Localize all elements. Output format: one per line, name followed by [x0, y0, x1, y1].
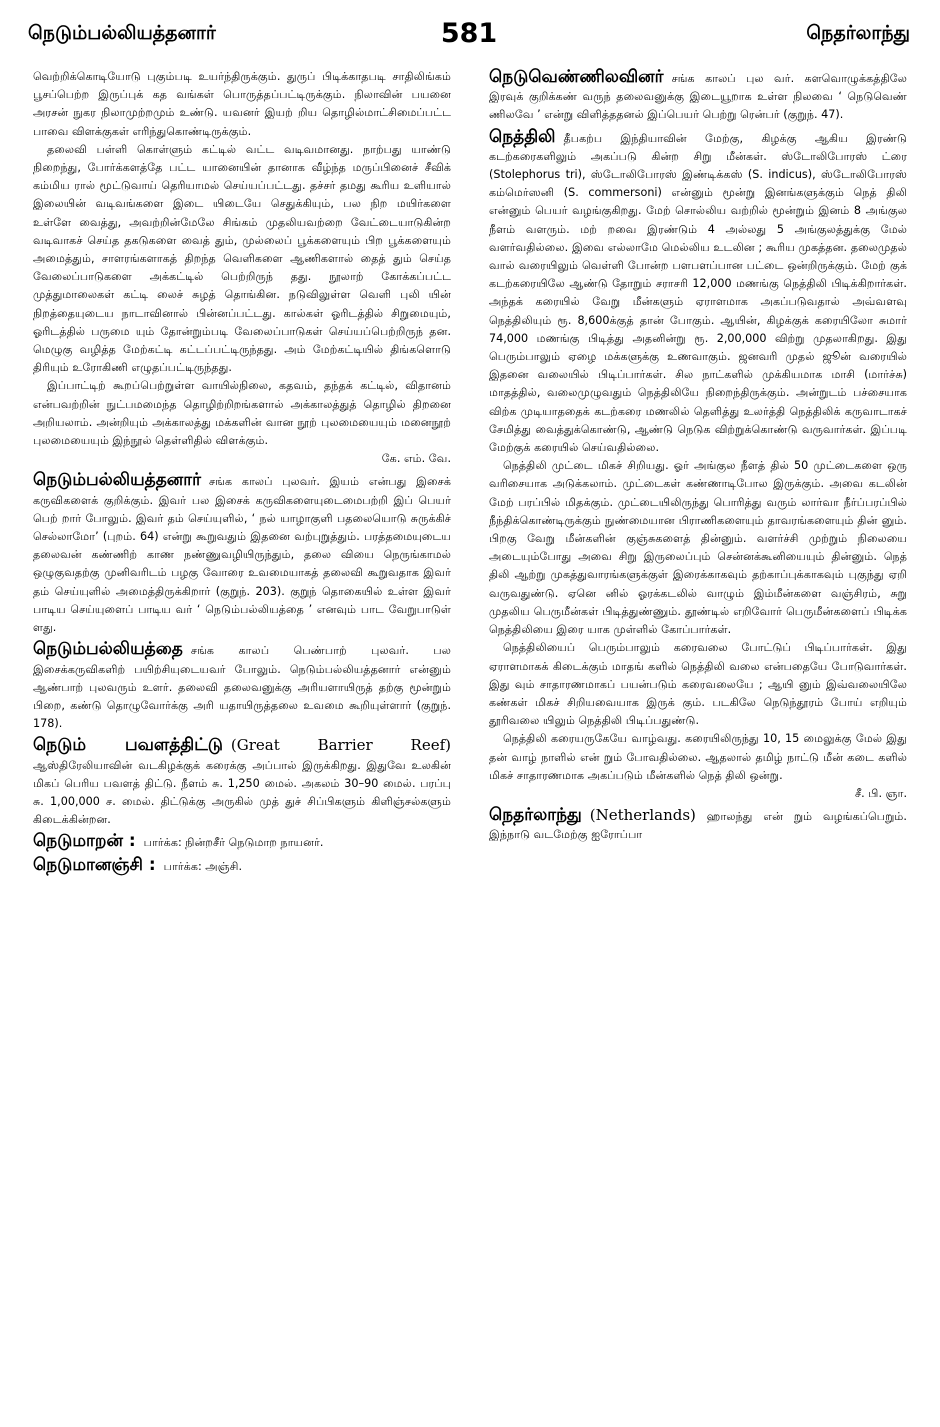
entry-text: சங்க காலப் புலவர். இயம் என்பது இசைக் கருவிகளைக் குறிக்கும். இவர் பல இசைக் கருவிகளையுடைமைபற்றி இப் பெயர் பெற் றார் போலும். இவர் தம் செய்யுளில், ‘ நல் யாழாகுளி பதலையொடு சுருக்கிச் செல்லாமோ’ (புறம். 64) என்று கூறுவதும் இதனை வற்புறுத்தும். பரத்தமையுடைய தலைவன் கண்ணிற் காண நண்ணுவழியிருந்தும், தலை வியை நெருங்காமல் ஒழுகுவதற்கு முனிவரிடம் பழகு வோரை உவமையாகத் தலைவி கூறுவதாக இவர் தம் செய்யுளில் அமைத்திருக்கிறார் (குறுந். 203). குறுந் தொகையில் உள்ள இவர் பாடிய செய்யுளைப் பாடிய வர் ‘ நெடும்பல்லியத்தை ’ எனவும் பாட வேறுபாடுள் ளது.: [33, 475, 451, 635]
entry-headword: நெத்திலி: [489, 126, 556, 147]
paragraph: தலைவி பள்ளி கொள்ளும் கட்டில் வட்ட வடிவமானது. நாற்பது யாண்டு நிறைந்து, போர்க்களத்தே பட்ட யானையின் தானாக வீழ்ந்த மருப்பினைச் சீவிக் கம்மிய ரால் மூட்டுவாய் தெரியாமல் செய்யப்பட்டது. தச்சர் தமது கூரிய உளியால் இலையின் வடிவங்களை இடை யிடையே செதுக்கியும், பல நிற மயிர்களை உள்ளே வைத்து, அவற்றின்மேலே சிங்கம் முதலியவற்றை வேட்டையாடுகின்ற வடிவாகச் செய்த தகடுகளை வைத் தும், முல்லைப் பூக்களையும் பிற பூக்களையும் அமைத்தும், சாளரங்களாகத் திறந்த வெளிகளை ஆணிகளால் தைத் தும் செய்த வேலைப்பாடுகளை அக்கட்டில் பெற்றிருந் தது. நூலாற் கோக்கப்பட்ட முத்துமாலைகள் கட்டி லைச் சுழத் தொங்கின. நடுவிலுள்ள வெளி புலி யின் நிறத்தையுடைய நாடாவினால் பின்னப்பட்டது. கால்கள் ஓரிடத்தில் சிறுமையும், ஓரிடத்தில் பருமை யும் தோன்றும்படி வேலைப்பாடுகள் செய்யப்பெற்றிருந் தன. மெழுகு வழித்த மேற்கட்டி கட்டப்பட்டிருந்தது. அம் மேற்கட்டியில் திங்களொடு திரியும் உரோகிணி எழுதப்பட்டிருந்தது.: [33, 142, 451, 375]
entry-headword: நெதர்லாந்து: [489, 805, 582, 826]
author-initials: சீ. பி. ஞா.: [854, 786, 907, 800]
entry-headword-english: (Great Barrier Reef): [230, 736, 451, 755]
author-initials: கே. எம். வே.: [381, 452, 451, 466]
signature-line: [489, 785, 907, 803]
entry-nedumaran: [33, 832, 451, 852]
paragraph: நெத்திலி முட்டை மிகச் சிறியது. ஓர் அங்குல நீளத் தில் 50 முட்டைகளை ஒரு வரிசையாக அடுக்கலாம். முட்டைகள் கண்ணாடிபோல இருக்கும். அவை கடலின் மேற் பரப்பில் மிதக்கும். முட்டையிலிருந்து பொரித்து வரும் லார்வா நீர்ப்பரப்பில் நீந்திக்கொண்டிருக்கும் நுண்மையான பிராணிகளையும் தாவரங்களையும் தின் னும். பிறகு வேறு மீன்களின் குஞ்சுகளைத் தின்னும். வளர்ச்சி முற்றும் நிலையை அடையும்போது அவை சிறு இருலைப்பும் சென்னக்கூனியையும் தின்னும். நெத் திலி ஆற்று முகத்துவாரங்களுக்குள் இரைக்காகவும் தற்காப்புக்காகவும் புகுந்து ஏறி வருவதுண்டு. ஏனெ னில் ஓரக்கடலில் வாழும் இம்மீன்களை வஞ்சிரம், சுறு முதலிய பெருமீன்கள் பிடித்துண்ணும். தூண்டில் எறிவோர் பெருமீன்களைப் பிடிக்க நெத்திலியை இரை யாக முள்ளில் கோப்பார்கள்.: [489, 459, 907, 637]
entry-text: ஹாலந்து என் றும் வழங்கப்பெறும். இந்நாடு வடமேற்கு ஐரோப்பா: [489, 810, 907, 842]
entry-nethili: [489, 128, 907, 804]
entry-headword: நெடுமானஞ்சி :: [33, 854, 156, 875]
page-header: [28, 18, 910, 56]
entry-netherlands: [489, 806, 907, 844]
paragraph: நெத்திலி கரையருகேயே வாழ்வது. கரையிலிருந்து 10, 15 மைலுக்கு மேல் இது தன் வாழ் நாளில் என் றும் போவதில்லை. ஆதலால் தமிழ் நாட்டு மீன் கடை களில் மிகச் சாதாரணமாக அகப்படும் மீன்களில் நெத் திலி ஒன்று.: [489, 732, 907, 782]
paragraph: வெற்றிக்கொடியோடு புகும்படி உயர்ந்திருக்கும். துருப் பிடிக்காதபடி சாதிலிங்கம் பூசப்பெற்ற இருப்புக் கத வங்கள் பொருத்தப்பட்டிருக்கும். நிலாவின் பயனை அரசன் நுகர நிலாமுற்றமும் உண்டு. யவனர் இயற் றிய தொழில்மாட்சிமைப்பட்ட பாவை விளக்குகள் எரிந்துகொண்டிருக்கும்.: [33, 70, 451, 138]
entry-nedumpalliyathai: [33, 640, 451, 733]
entry-headword: நெடும்பல்லியத்தை: [33, 639, 183, 660]
entry-text: ஆஸ்திரேலியாவின் வடகிழக்குக் கரைக்கு அப்பால் இருக்கிறது. இதுவே உலகின் மிகப் பெரிய பவளத் திட்டு. நீளம் சு. 1,250 மைல். அகலம் 30–90 மைல். பரப்பு சு. 1,00,000 ச. மைல். திட்டுக்கு அருகில் முத் துச் சிப்பிகளும் கிளிஞ்சல்களும் கிடைக்கின்றன.: [33, 758, 451, 827]
running-head-left: நெடும்பல்லியத்தனார்: [28, 22, 216, 44]
signature-line: [33, 450, 451, 468]
entry-headword: நெடும் பவளத்திட்டு: [33, 735, 223, 756]
entry-great-barrier-reef: [33, 736, 451, 829]
entry-nedumpalliyathanar: [33, 471, 451, 637]
right-column: [489, 68, 907, 845]
entry-headword: நெடும்பல்லியத்தனார்: [33, 470, 202, 491]
entry-text: பார்க்க: நின்றசீர் நெடுமாற நாயனர்.: [143, 836, 324, 850]
entry-headword: நெடுவெண்ணிலவினர்: [489, 67, 664, 87]
paragraph: நெத்திலியைப் பெரும்பாலும் கரைவலை போட்டுப் பிடிப்பார்கள். இது ஏராளமாகக் கிடைக்கும் மாதங் களில் நெத்திலி வலை என்பதையே போடுவார்கள். இது வும் சாதாரணமாகப் பயன்படும் கரைவலையே ; ஆயி னும் இவ்வலையிலே கண்கள் மிகச் சிறியவையாக இருக் கும். படகிலே நெடுந்தூரம் போய் எறியும் தூரிவலை யிலும் நெத்திலி பிடிப்பதுண்டு.: [489, 641, 907, 728]
entry-neduvennilavinar: [489, 68, 907, 125]
entry-text: சங்க காலப் பெண்பாற் புலவர். பல இசைக்கருவிகளிற் பயிற்சியுடையவர் போலும். நெடும்பல்லியத்தனார் என்னும் ஆண்பாற் புலவரும் உளர். தலைவி தலைவனுக்கு அரியளாயிருத் தற்கு மூன்றும் பிறை, கண்டு தொழுவோர்க்கு அரி யதாயிருத்தலை உவமை கூறியுள்ளார் (குறுந். 178).: [33, 644, 451, 731]
entry-text: தீபகற்ப இந்தியாவின் மேற்கு, கிழக்கு ஆகிய இரண்டு கடற்கரைகளிலும் அகப்படு கின்ற சிறு மீன்கள். ஸ்டோலிபோரஸ் ட்ரை (Stolephorus tri), ஸ்டோலிபோரஸ் இண்டிக்கஸ் (S. indicus), ஸ்டோலிபோரஸ் கம்மெர்ஸனி (S. commersoni) என்னும் மூன்று இனங்களுக்கும் நெத் திலி என்னும் பெயர் வழங்குகிறது. மேற் சொல்லிய வற்றில் மூன்றும் இனம் 8 அங்குல நீளம் வளரும். மற் றவை இரண்டும் 4 அல்லது 5 அங்குலத்துக்கு மேல் வளர்வதில்லை. இவை எல்லாமே மெல்லிய உடலின ; கூரிய முகத்தன. தலைமுதல் வால் வரையிலும் வெள்ளி போன்ற பளபளப்பான பட்டை ஒன்றிருக்கும். மேற் குக் கடற்கரையிலே ஆண்டு தோறும் சராசரி 12,000 மணங்கு நெத்திலி பிடிக்கிறார்கள். அந்தக் கரையில் வேறு மீன்களும் ஏராளமாக அகப்படுவதால் அவ்வளவு நெத்திலியும் ரூ. 8,600க்குத் தான் போகும். ஆயின், கிழக்குக் கரையிலோ சுமார் 74,000 மணங்கு பிடித்து அதனின்று ரூ. 2,00,000 விற்று முதலாகிறது. இது பெரும்பாலும் ஏழை மக்களுக்கு உணவாகும். ஜனவரி முதல் ஜூன் வரையில் இதனை வலையில் பிடிப்பார்கள். சில நாட்களில் முக்கியமாக மாசி (மார்ச்சு) மாதத்தில், வலைமுழுவதும் நெத்திலியே நிறைந்திருக்கும். அன்றுடம் பச்சையாக விற்க முடியாததைக் கடற்கரை மணலில் தெளித்து உலர்த்தி நெத்திலிக் கருவாடாகச் சேமித்து வைத்துக்கொண்டு, ஆண்டு நெடுக விற்றுக்கொண்டு வருவார்கள். இப்படி மேற்குக் கரையில் செய்வதில்லை.: [489, 131, 907, 455]
paragraph: இப்பாட்டிற் கூறப்பெற்றுள்ள வாயில்நிலை, கதவம், தந்தக் கட்டில், விதானம் என்பவற்றின் நுட்பமமைந்த தொழிற்றிறங்களால் அக்காலத்துத் தொழில் திறனை அறியலாம். அன்றியும் அக்காலத்து மக்களின் வான நூற் புலமையையும் மனைநூற் புலமையையும் இந்நூல் தெள்ளிதில் விளக்கும்.: [33, 379, 451, 448]
entry-headword: நெடுமாறன் :: [33, 831, 136, 852]
entry-text: பார்க்க: அஞ்சி.: [163, 859, 243, 873]
entry-nedumananji: [33, 856, 451, 876]
left-column: [33, 68, 451, 876]
page-number: 581: [440, 18, 498, 49]
entry-text: சங்க காலப் புல வர். களவொழுக்கத்திலே இரவுக் குறிக்கண் வருந் தலைவனுக்கு இடையூறாக உள்ள நிலவை ‘ நெடுவெண் ணிலவே ’ என்று விளித்ததனல் இப்பெயர் பெற்று ரென்பர் (குறுந். 47).: [489, 72, 907, 122]
running-head-right: நெதர்லாந்து: [806, 22, 910, 44]
entry-headword-english: (Netherlands): [589, 806, 696, 825]
